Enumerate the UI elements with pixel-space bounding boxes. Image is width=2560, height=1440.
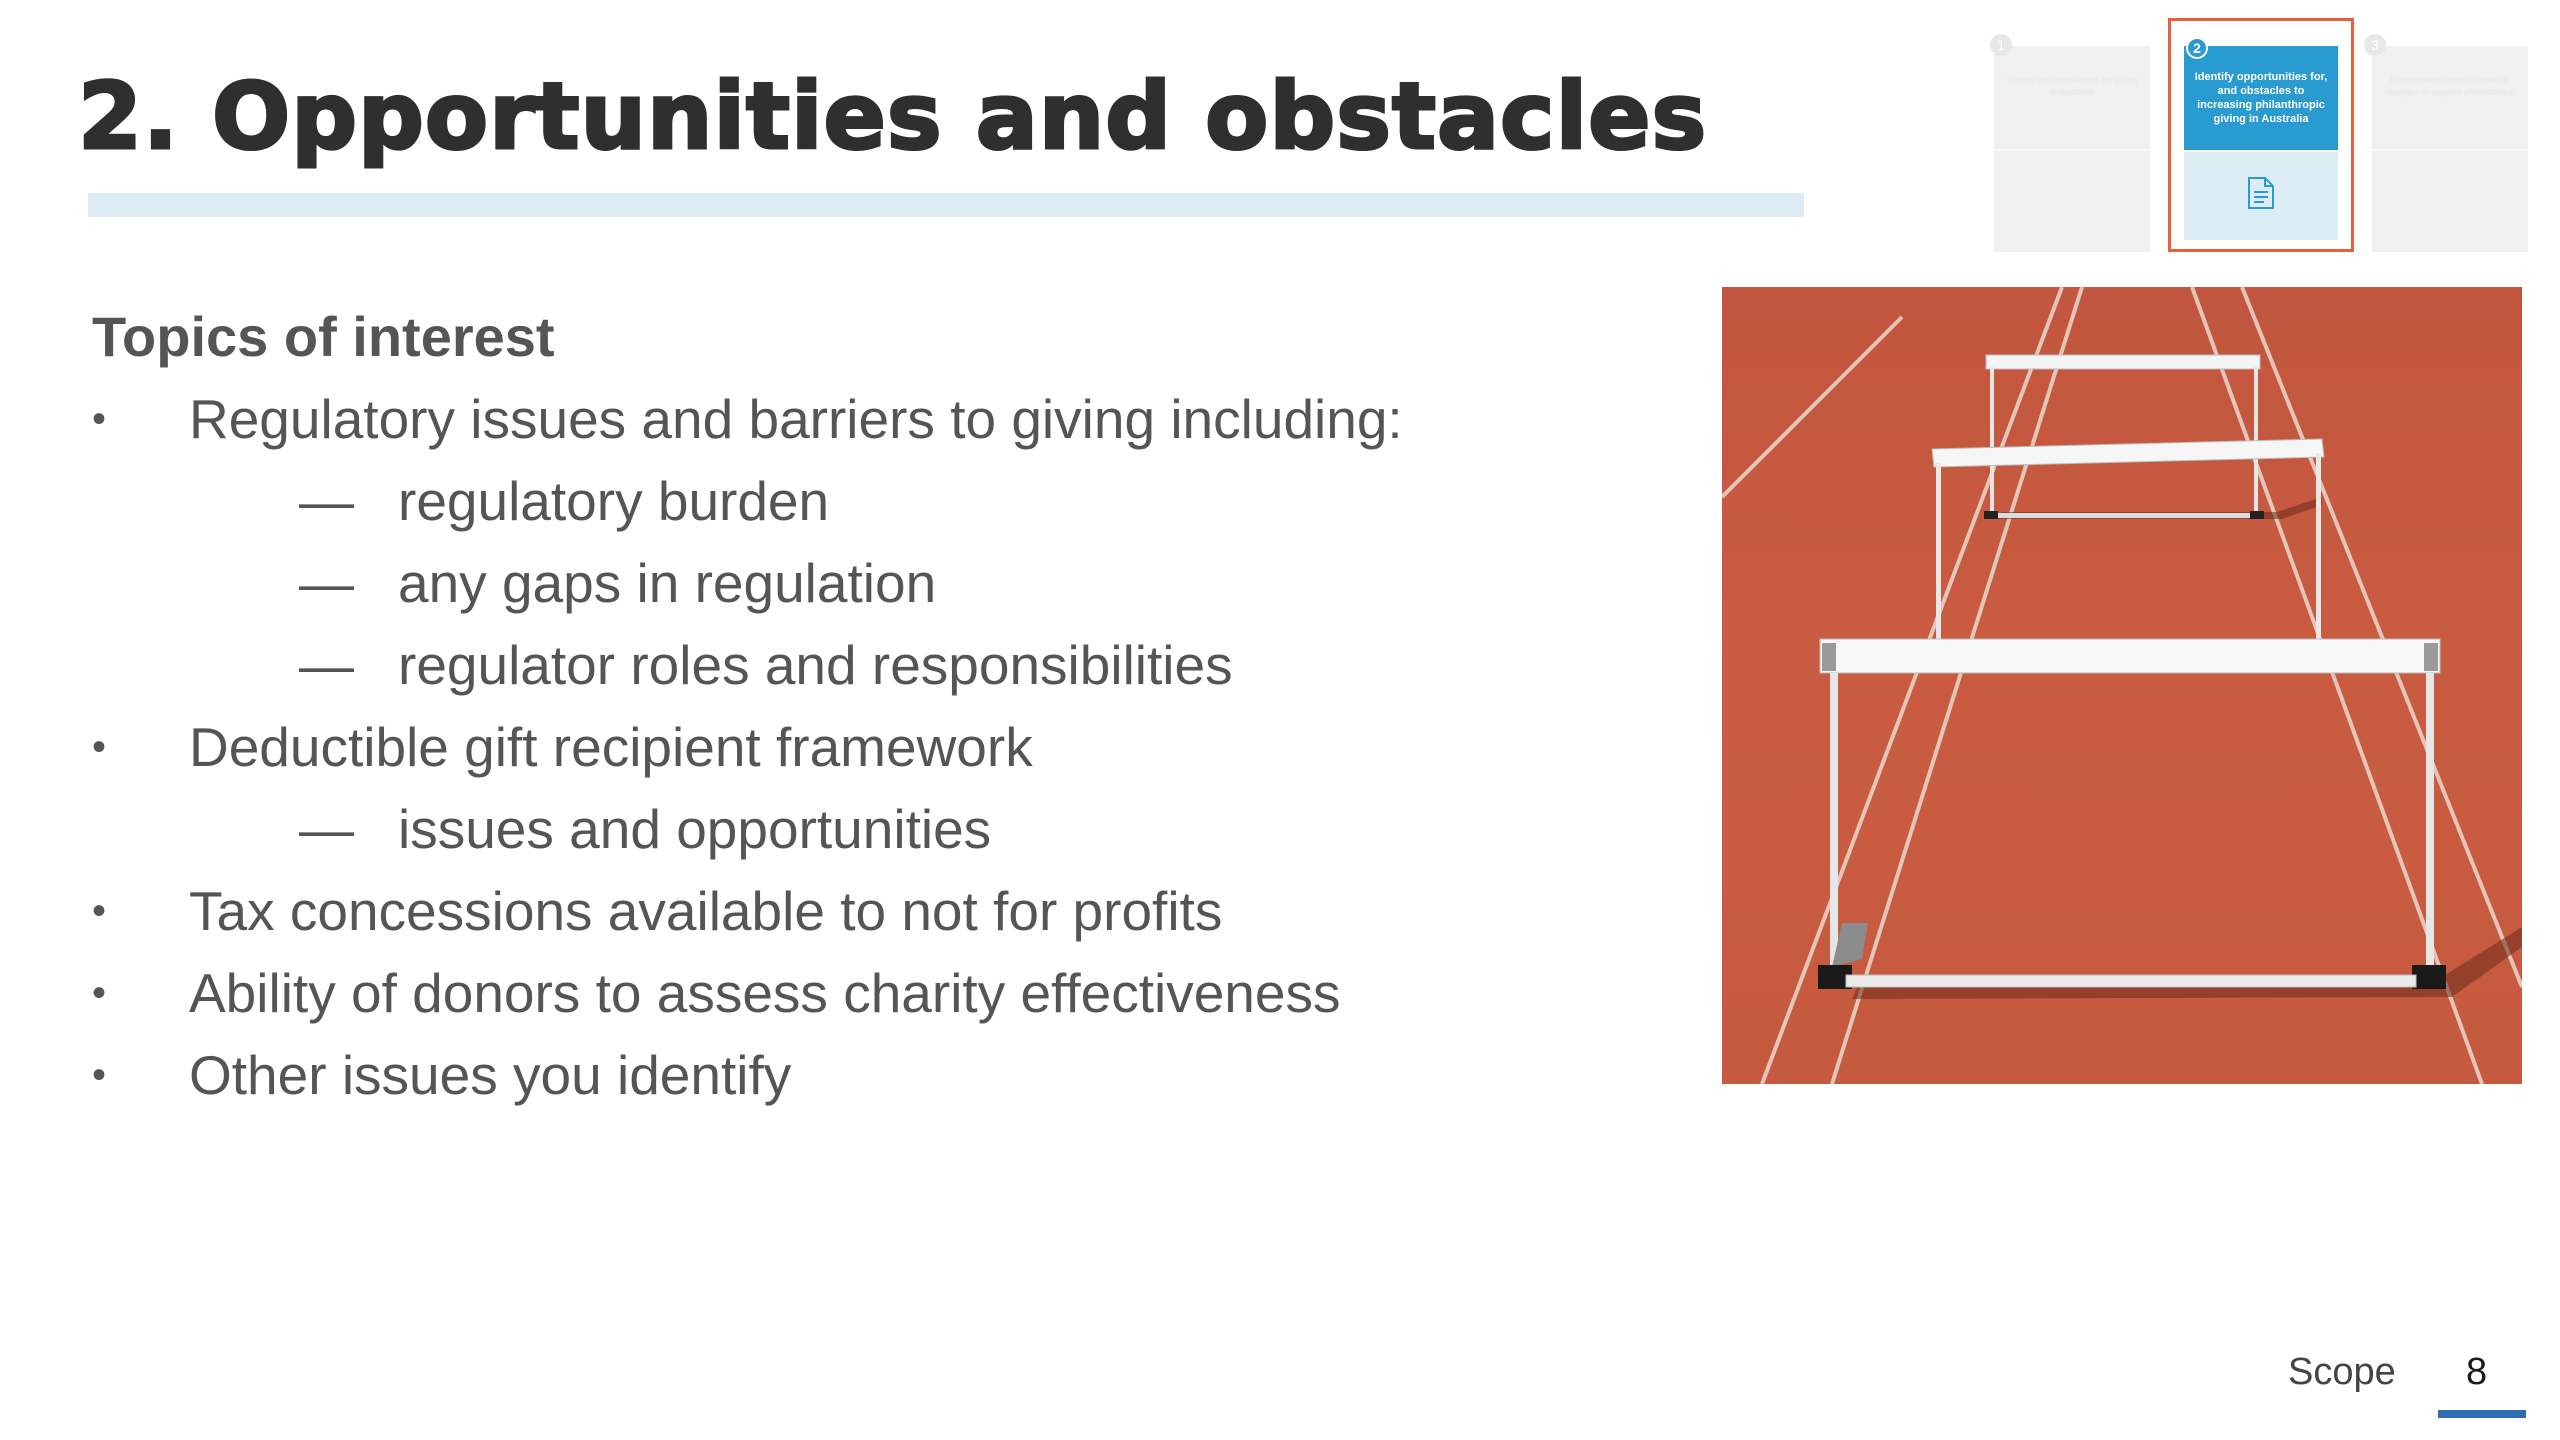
- nav-thumb-next[interactable]: [2372, 46, 2528, 252]
- title-underline: [88, 193, 1804, 217]
- slide-title: 2. Opportunities and obstacles: [78, 63, 1708, 170]
- sub-bullet-text: regulatory burden: [398, 470, 830, 532]
- bullet-text: Other issues you identify: [189, 1044, 792, 1106]
- slide-body: [92, 296, 1692, 1116]
- hurdles-photo: [1722, 287, 2522, 1084]
- sub-bullet-text: any gaps in regulation: [398, 552, 937, 614]
- bullet-item: [92, 870, 1692, 952]
- bullet-item: [92, 378, 1692, 460]
- nav-thumb-current-text: Identify opportunities for, and obstacles to increasing philanthropic giving in Australia: [2184, 46, 2338, 150]
- nav-thumb-current-footer: [2184, 152, 2338, 240]
- bullet-item: [92, 706, 1692, 788]
- nav-thumb-prev-text: Trends and motivations for giving in Australia: [1994, 46, 2150, 151]
- bullet-item: [92, 1034, 1692, 1116]
- nav-thumb-current[interactable]: [2168, 18, 2354, 252]
- dash-marker: —: [299, 470, 354, 532]
- nav-number-next: 3: [2364, 34, 2386, 56]
- sub-bullet-text: regulator roles and responsibilities: [398, 634, 1233, 696]
- section-heading: Topics of interest: [92, 305, 555, 368]
- dash-marker: —: [299, 634, 354, 696]
- sub-bullet-item: [92, 542, 1692, 624]
- bullet-marker: •: [92, 971, 107, 1015]
- sub-bullet-item: [92, 788, 1692, 870]
- nav-thumb-prev[interactable]: [1994, 46, 2150, 252]
- bullet-text: Tax concessions available to not for profits: [189, 880, 1223, 942]
- bullet-marker: •: [92, 1053, 107, 1097]
- bullet-text: Ability of donors to assess charity effectiveness: [189, 962, 1341, 1024]
- nav-number-current: 2: [2186, 37, 2208, 59]
- bullet-text: Regulatory issues and barriers to giving including:: [189, 388, 1403, 450]
- document-icon: [2246, 176, 2276, 215]
- dash-marker: —: [299, 798, 354, 860]
- page-number-underline: [2438, 1410, 2526, 1418]
- sub-bullet-item: [92, 624, 1692, 706]
- bullet-text: Deductible gift recipient framework: [189, 716, 1033, 778]
- bullet-marker: •: [92, 725, 107, 769]
- section-navigator: [1990, 18, 2530, 258]
- dash-marker: —: [299, 552, 354, 614]
- bullet-item: [92, 952, 1692, 1034]
- nav-number-prev: 1: [1990, 34, 2012, 56]
- sub-bullet-item: [92, 460, 1692, 542]
- sub-bullet-text: issues and opportunities: [398, 798, 992, 860]
- bullet-marker: •: [92, 397, 107, 441]
- bullet-marker: •: [92, 889, 107, 933]
- page-number: 8: [2466, 1351, 2488, 1393]
- nav-thumb-next-text: Recommendations on specific changes to support philanthropic: [2372, 46, 2528, 151]
- footer-section-label: Scope: [2288, 1351, 2396, 1393]
